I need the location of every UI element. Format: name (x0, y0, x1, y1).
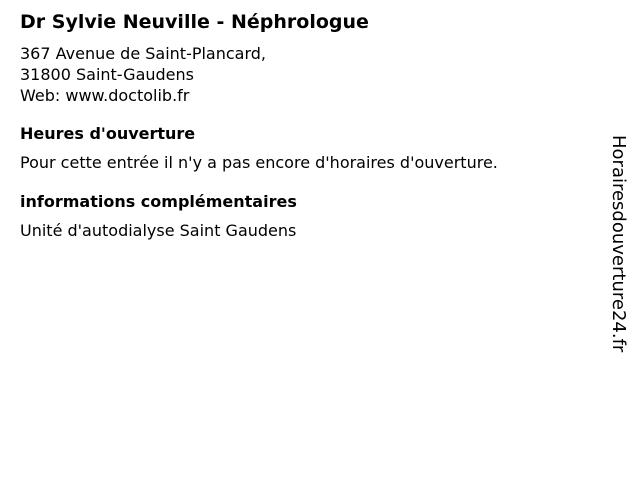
additional-info-text: Unité d'autodialyse Saint Gaudens (20, 221, 297, 240)
additional-info-heading: informations complémentaires (20, 192, 297, 211)
site-brand-vertical: Horairesdouverture24.fr (608, 135, 629, 353)
website-text: Web: www.doctolib.fr (20, 86, 190, 105)
address-street: 367 Avenue de Saint-Plancard, (20, 44, 267, 63)
opening-hours-text: Pour cette entrée il n'y a pas encore d'horaires d'ouverture. (20, 153, 498, 172)
listing-card (20, 8, 600, 242)
address-city: 31800 Saint-Gaudens (20, 65, 194, 84)
page-title: Dr Sylvie Neuville - Néphrologue (20, 11, 369, 33)
opening-hours-heading: Heures d'ouverture (20, 124, 196, 143)
address-block (20, 43, 600, 106)
